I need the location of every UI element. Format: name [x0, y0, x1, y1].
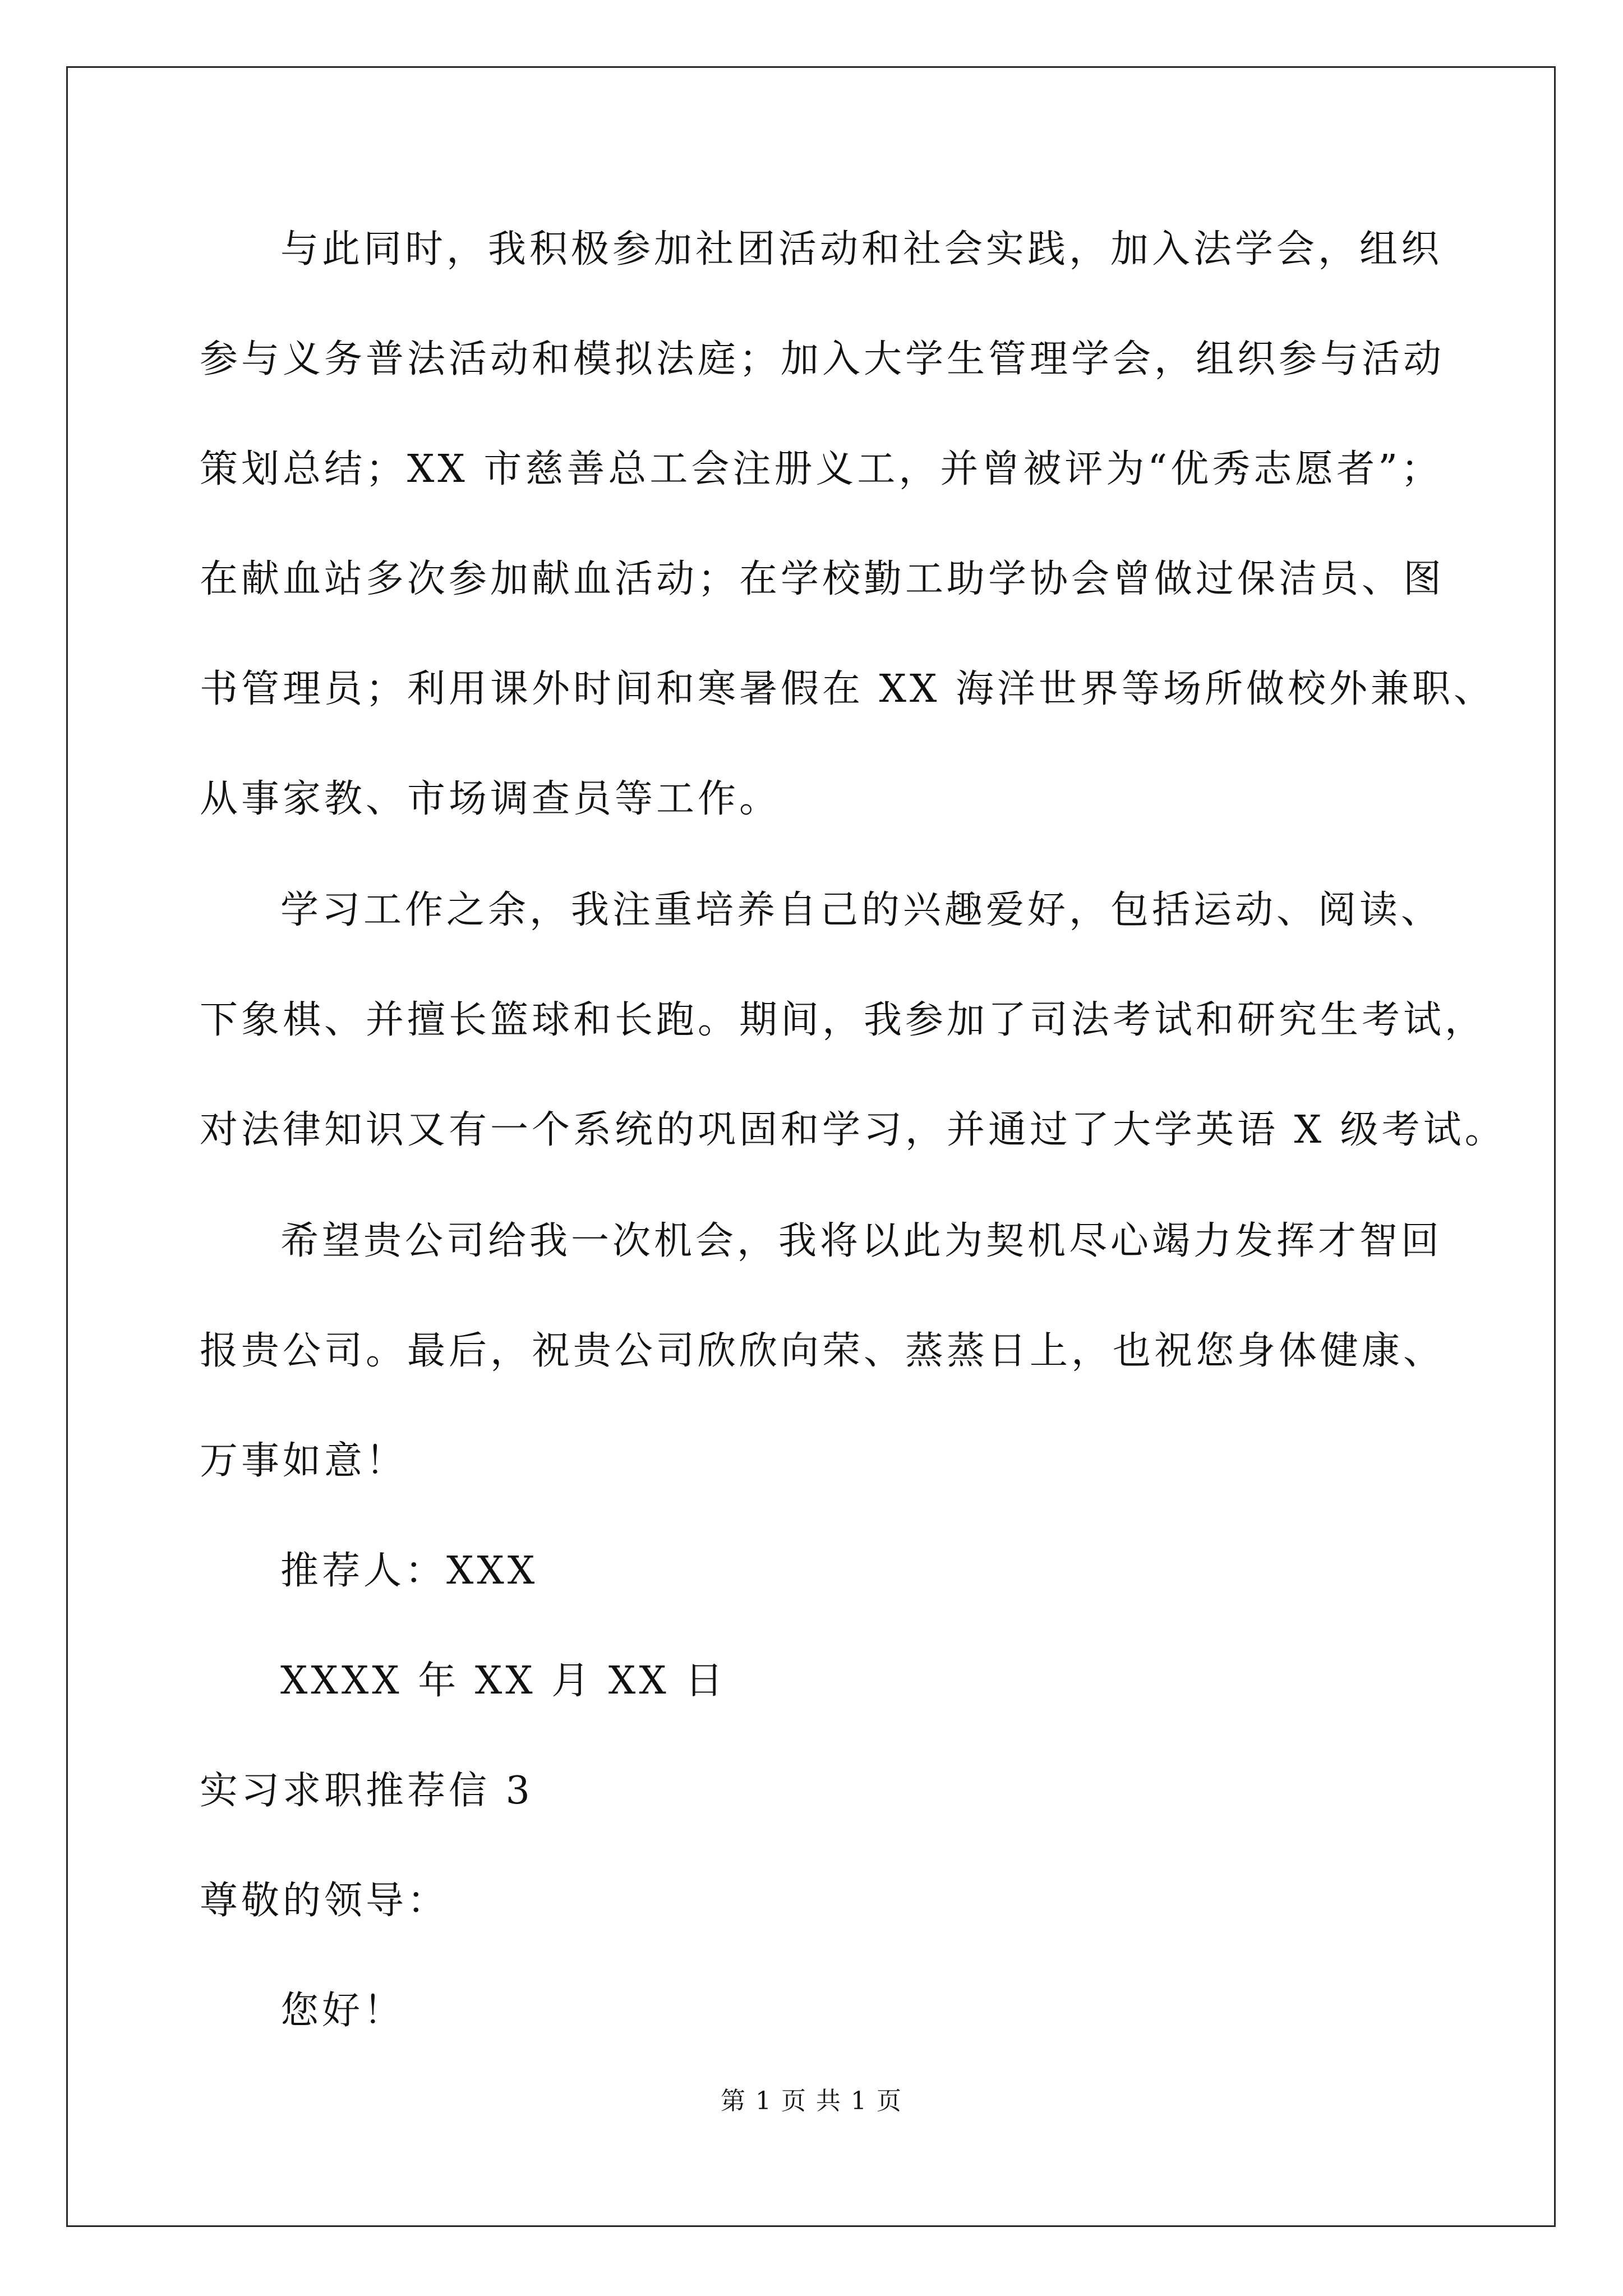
date-line: XXXX 年 XX 月 XX 日 — [280, 1659, 727, 1703]
greeting: 您好！ — [280, 1989, 405, 2033]
paragraph-3-line-3: 万事如意！ — [200, 1439, 408, 1483]
salutation: 尊敬的领导： — [200, 1879, 449, 1923]
paragraph-2-line-1: 学习工作之余，我注重培养自己的兴趣爱好，包括运动、阅读、 — [280, 888, 1443, 932]
recommender-line: 推荐人：XXX — [280, 1549, 538, 1593]
paragraph-1-line-1: 与此同时，我积极参加社团活动和社会实践，加入法学会，组织 — [280, 227, 1443, 272]
paragraph-3-line-2: 报贵公司。最后，祝贵公司欣欣向荣、蒸蒸日上，也祝您身体健康、 — [200, 1329, 1445, 1373]
page-footer: 第 1 页 共 1 页 — [721, 2087, 902, 2115]
section-title: 实习求职推荐信 3 — [200, 1769, 533, 1813]
paragraph-1-line-4: 在献血站多次参加献血活动；在学校勤工助学协会曾做过保洁员、图 — [200, 557, 1445, 601]
paragraph-1-line-5: 书管理员；利用课外时间和寒暑假在 XX 海洋世界等场所做校外兼职、 — [200, 667, 1496, 711]
paragraph-3-line-1: 希望贵公司给我一次机会，我将以此为契机尽心竭力发挥才智回 — [280, 1219, 1443, 1263]
paragraph-1-line-6: 从事家教、市场调查员等工作。 — [200, 777, 781, 821]
paragraph-2-line-3: 对法律知识又有一个系统的巩固和学习，并通过了大学英语 X 级考试。 — [200, 1108, 1506, 1152]
paragraph-1-line-3: 策划总结；XX 市慈善总工会注册义工，并曾被评为“优秀志愿者”； — [200, 447, 1442, 491]
paragraph-2-line-2: 下象棋、并擅长篮球和长跑。期间，我参加了司法考试和研究生考试， — [200, 998, 1487, 1042]
paragraph-1-line-2: 参与义务普法活动和模拟法庭；加入大学生管理学会，组织参与活动 — [200, 337, 1445, 381]
